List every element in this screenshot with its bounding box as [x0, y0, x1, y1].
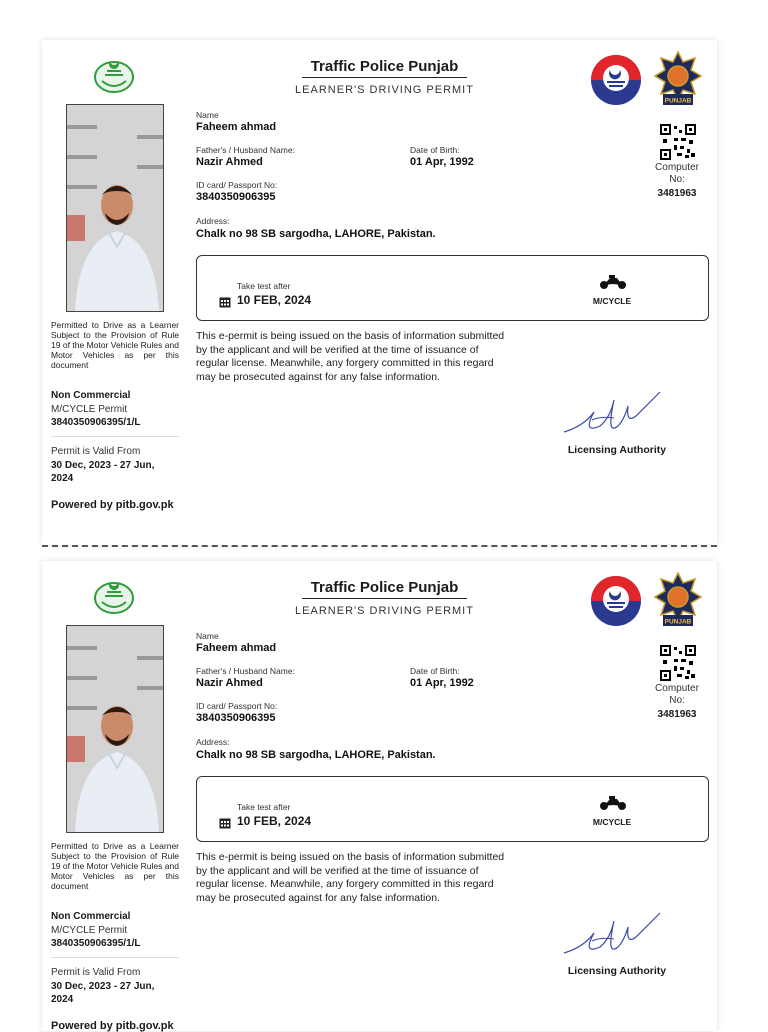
qr-code: [660, 645, 696, 681]
permit-type: M/CYCLE Permit: [51, 404, 128, 415]
punjab-police-logo: [590, 54, 642, 106]
motorcycle-icon: [599, 793, 627, 811]
father-label: Father's / Husband Name:: [196, 666, 295, 676]
badge-text: PUNJAB: [664, 97, 692, 105]
id-value: 3840350906395: [196, 712, 276, 724]
permit-card: [42, 40, 717, 545]
father-value: Nazir Ahmed: [196, 677, 263, 689]
divider: [51, 957, 179, 958]
father-label: Father's / Husband Name:: [196, 145, 295, 155]
address-label: Address:: [196, 216, 230, 226]
valid-label: Permit is Valid From: [51, 967, 141, 978]
permit-note: Permitted to Drive as a Learner Subject to the Provision of Rule 19 of the Motor Vehicle Rules and Motor Vehicles as per this document: [51, 841, 179, 891]
dob-value: 01 Apr, 1992: [410, 677, 474, 689]
vehicle-type: M/CYCLE: [592, 817, 632, 827]
name-label: Name: [196, 110, 219, 120]
name-value: Faheem ahmad: [196, 642, 277, 654]
powered-by: Powered by pitb.gov.pk: [51, 499, 174, 511]
valid-range: 30 Dec, 2023 - 27 Jun, 2024: [51, 981, 155, 1005]
applicant-photo: [66, 625, 164, 833]
permit-category: Non Commercial: [51, 390, 131, 401]
computer-no-value: 3481963: [657, 709, 697, 720]
id-label: ID card/ Passport No:: [196, 180, 278, 190]
test-label: Take test after: [237, 802, 291, 812]
test-info-box: [196, 776, 709, 842]
test-date: 10 FEB, 2024: [237, 814, 312, 828]
permit-note: Permitted to Drive as a Learner Subject to the Provision of Rule 19 of the Motor Vehicle Rules and Motor Vehicles as per this document: [51, 320, 179, 370]
test-info-box: [196, 255, 709, 321]
test-date: 10 FEB, 2024: [237, 293, 312, 307]
dob-label: Date of Birth:: [410, 145, 460, 155]
applicant-photo: [66, 104, 164, 312]
page-title: Traffic Police Punjab: [302, 579, 467, 599]
disclaimer-text: This e-permit is being issued on the basis of information submitted by the applicant and will be verified at the time of issuance of regular license. Meanwhile, any forgery committed in this regard may be prosecuted against for any false information.: [196, 851, 505, 904]
cut-line-divider: [42, 545, 717, 547]
punjab-police-logo: [590, 575, 642, 627]
dob-label: Date of Birth:: [410, 666, 460, 676]
divider: [51, 436, 179, 437]
punjab-emblem-icon: [92, 55, 136, 95]
badge-text: PUNJAB: [664, 618, 692, 626]
licensing-authority: Licensing Authority: [567, 444, 667, 456]
motorcycle-icon: [599, 272, 627, 290]
address-value: Chalk no 98 SB sargodha, LAHORE, Pakistan.: [196, 749, 436, 761]
valid-range: 30 Dec, 2023 - 27 Jun, 2024: [51, 460, 155, 484]
permit-card: [42, 561, 717, 1031]
vehicle-type: M/CYCLE: [592, 296, 632, 306]
dob-value: 01 Apr, 1992: [410, 156, 474, 168]
licensing-authority: Licensing Authority: [567, 965, 667, 977]
valid-label: Permit is Valid From: [51, 446, 141, 457]
computer-no-label: Computer No:: [655, 162, 699, 185]
permit-number: 3840350906395/1/L: [51, 417, 141, 428]
permit-category: Non Commercial: [51, 911, 131, 922]
name-value: Faheem ahmad: [196, 121, 277, 133]
id-value: 3840350906395: [196, 191, 276, 203]
traffic-police-badge: [653, 50, 703, 108]
permit-number: 3840350906395/1/L: [51, 938, 141, 949]
page-subtitle: LEARNER'S DRIVING PERMIT: [295, 84, 474, 96]
page-title: Traffic Police Punjab: [302, 58, 467, 78]
punjab-emblem-icon: [92, 576, 136, 616]
calendar-icon: [219, 817, 231, 829]
address-label: Address:: [196, 737, 230, 747]
father-value: Nazir Ahmed: [196, 156, 263, 168]
computer-no-value: 3481963: [657, 188, 697, 199]
disclaimer-text: This e-permit is being issued on the basis of information submitted by the applicant and will be verified at the time of issuance of regular license. Meanwhile, any forgery committed in this regard may be prosecuted against for any false information.: [196, 330, 505, 383]
permit-type: M/CYCLE Permit: [51, 925, 128, 936]
powered-by: Powered by pitb.gov.pk: [51, 1020, 174, 1032]
qr-code: [660, 124, 696, 160]
traffic-police-badge: [653, 571, 703, 629]
calendar-icon: [219, 296, 231, 308]
page-subtitle: LEARNER'S DRIVING PERMIT: [295, 605, 474, 617]
computer-no-label: Computer No:: [655, 683, 699, 706]
test-label: Take test after: [237, 281, 291, 291]
id-label: ID card/ Passport No:: [196, 701, 278, 711]
name-label: Name: [196, 631, 219, 641]
signature: [562, 380, 662, 445]
address-value: Chalk no 98 SB sargodha, LAHORE, Pakistan.: [196, 228, 436, 240]
signature: [562, 901, 662, 966]
